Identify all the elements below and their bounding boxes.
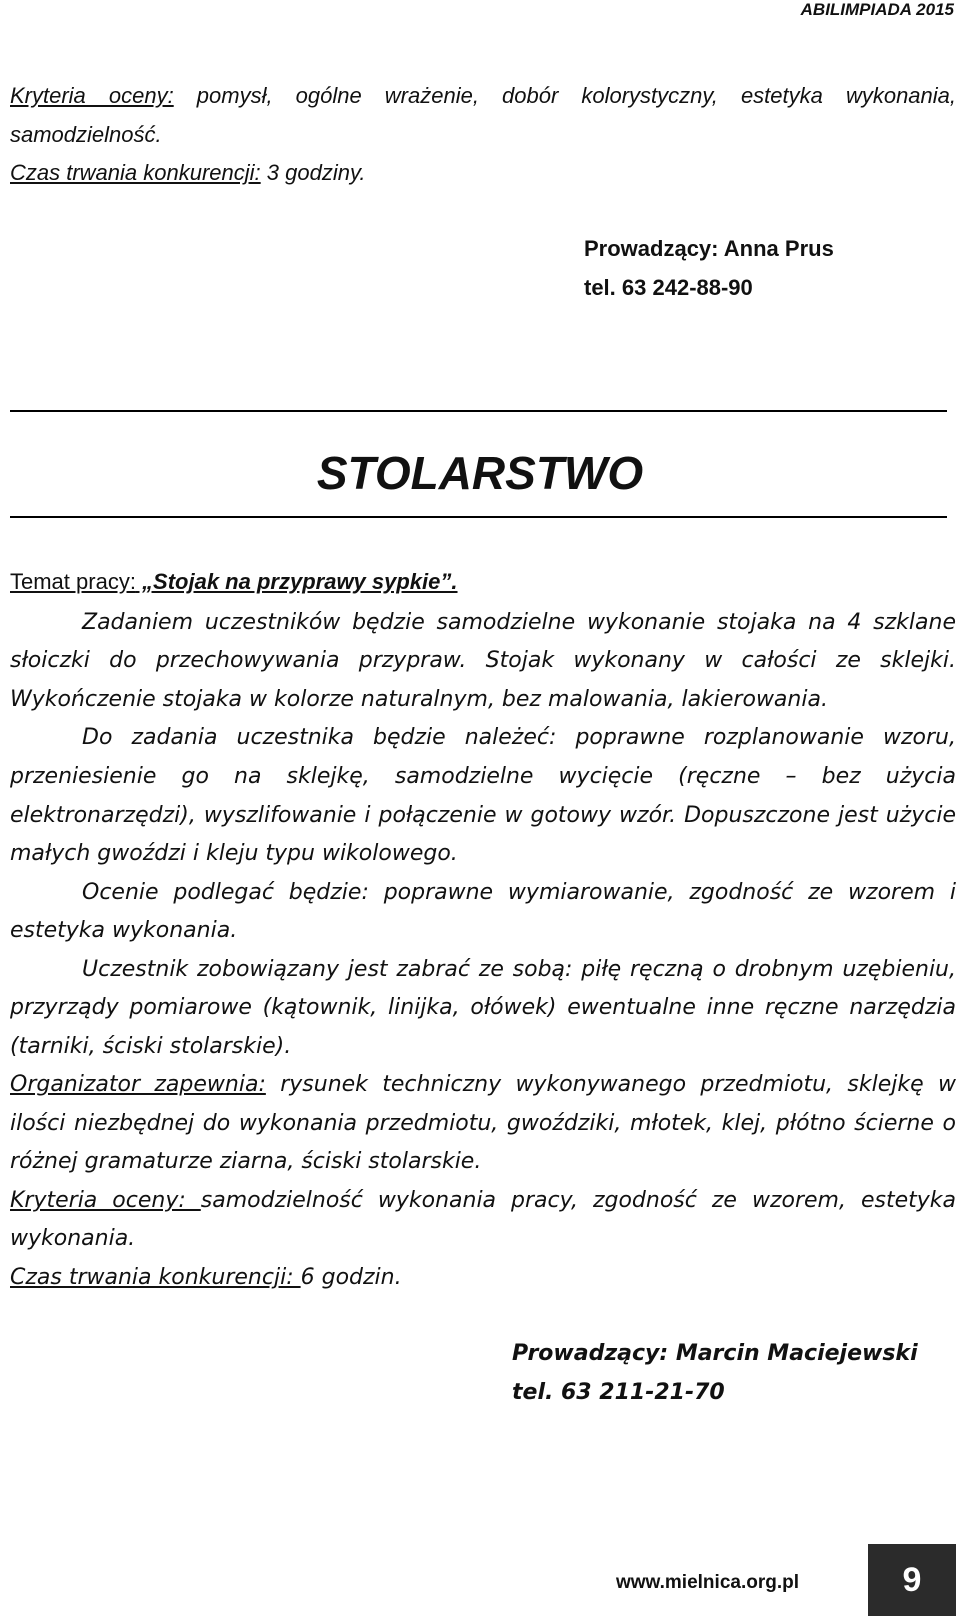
org-line-2: ilości niezbędnej do wykonania przedmiotu, gwoździki, młotek, klej, płótno ścierne o [10, 1111, 956, 1136]
org-line-1 [10, 1065, 956, 1105]
p1-line-1: Zadaniem uczestników będzie samodzielne wykonanie stojaka na 4 szklane [82, 610, 956, 635]
kryt-label: Kryteria oceny: [10, 1188, 201, 1213]
p1-line-3: Wykończenie stojaka w kolorze naturalnym, bez malowania, lakierowania. [10, 687, 828, 712]
top-kryteria-label: Kryteria oceny: [10, 83, 174, 108]
kryt-line-1 [10, 1181, 956, 1221]
top-rule [10, 410, 947, 412]
top-czas-line [10, 153, 365, 193]
p3-line-2: estetyka wykonania. [10, 918, 238, 943]
p3-line-1: Ocenie podlegać będzie: poprawne wymiarowanie, zgodność ze wzorem i [82, 880, 956, 905]
kryt-text-1: samodzielność wykonania pracy, zgodność ze wzorem, estetyka [200, 1188, 956, 1213]
p4-line-1: Uczestnik zobowiązany jest zabrać ze sobą: piłę ręczną o drobnym uzębieniu, [82, 957, 956, 982]
page-number: 9 [868, 1544, 956, 1616]
org-text-1: rysunek techniczny wykonywanego przedmiotu, sklejkę w [265, 1072, 956, 1097]
temat-label: Temat pracy: [10, 569, 136, 594]
org-line-3: różnej gramaturze ziarna, ściski stolarskie. [10, 1149, 482, 1174]
temat-title: „Stojak na przyprawy sypkie”. [135, 569, 458, 594]
temat-line [10, 562, 458, 603]
org-label: Organizator zapewnia: [10, 1072, 266, 1097]
p1-line-2: słoiczki do przechowywania przypraw. Stojak wykonany w całości ze sklejki. [10, 648, 956, 673]
czas-label: Czas trwania konkurencji: [10, 1265, 301, 1290]
p2-line-2: przeniesienie go na sklejkę, samodzielne wycięcie (ręczne – bez użycia [10, 764, 956, 789]
header-event: ABILIMPIADA 2015 [800, 0, 954, 19]
lead-line: Prowadzący: Marcin Maciejewski [512, 1341, 918, 1366]
czas-line [10, 1258, 402, 1298]
footer-url: www.mielnica.org.pl [616, 1572, 799, 1593]
top-czas-text: 3 godziny. [260, 160, 366, 185]
top-lead-tel: tel. 63 242-88-90 [584, 275, 753, 300]
top-kryteria-text: pomysł, ogólne wrażenie, dobór kolorystyczny, estetyka wykonania, [173, 83, 957, 108]
p2-line-4: małych gwoździ i kleju typu wikolowego. [10, 841, 458, 866]
p4-line-3: (tarniki, ściski stolarskie). [10, 1034, 292, 1059]
top-kryteria-line [10, 76, 956, 116]
bottom-rule [10, 516, 947, 518]
p4-line-2: przyrządy pomiarowe (kątownik, linijka, ołówek) ewentualne inne ręczne narzędzia [10, 995, 956, 1020]
czas-text: 6 godzin. [300, 1265, 402, 1290]
p2-line-1: Do zadania uczestnika będzie należeć: poprawne rozplanowanie wzoru, [82, 725, 956, 750]
top-czas-label: Czas trwania konkurencji: [10, 160, 261, 185]
top-lead-line: Prowadzący: Anna Prus [584, 236, 834, 261]
kryt-line-2: wykonania. [10, 1226, 136, 1251]
section-title: STOLARSTWO [316, 447, 644, 499]
lead-tel: tel. 63 211-21-70 [512, 1380, 725, 1405]
top-kryteria-cont: samodzielność. [10, 122, 162, 147]
p2-line-3: elektronarzędzi), wyszlifowanie i połączenie w gotowy wzór. Dopuszczone jest użycie [10, 803, 956, 828]
